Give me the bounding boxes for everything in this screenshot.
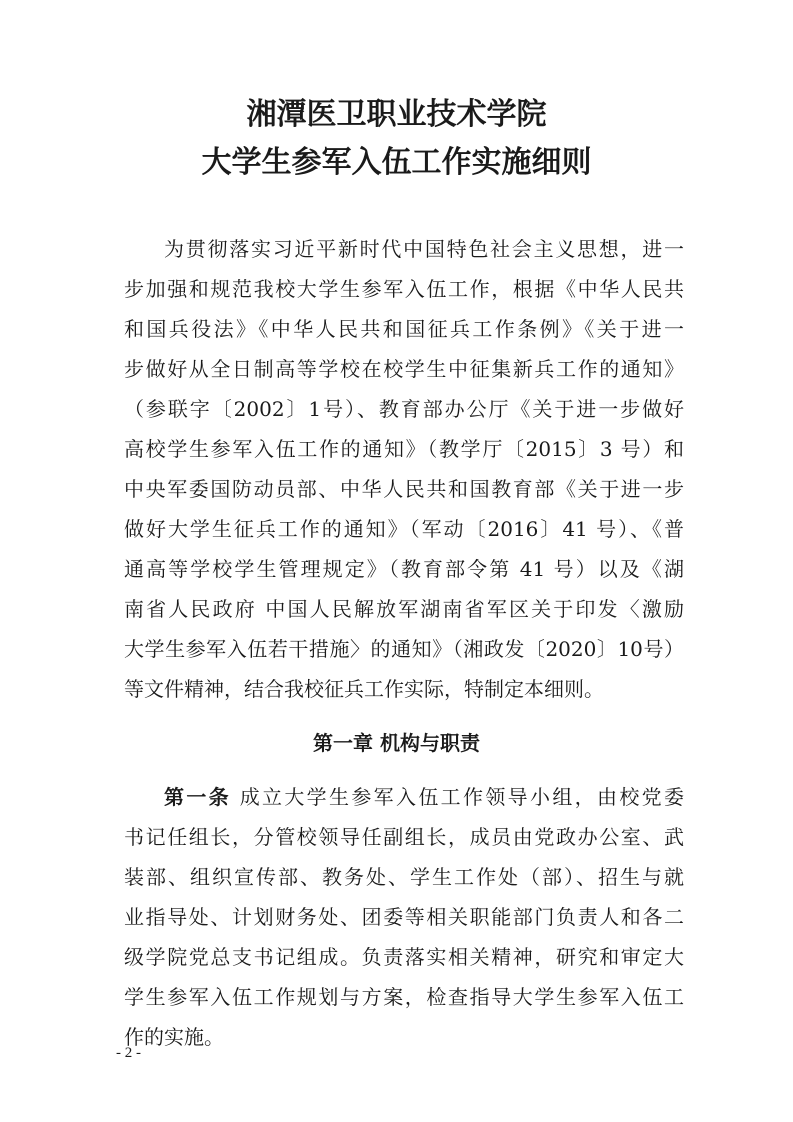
article-text: 成立大学生参军入伍工作领导小组，由校党委 xyxy=(231,785,685,809)
article-label: 第一条 xyxy=(164,785,231,809)
article-line: 级学院党总支书记组成。负责落实相关精神，研究和审定大 xyxy=(124,945,684,969)
preamble-line: 步加强和规范我校大学生参军入伍工作，根据《中华人民共 xyxy=(124,277,684,301)
article-line: 业指导处、计划财务处、团委等相关职能部门负责人和各二 xyxy=(124,905,684,929)
document-title-line-2: 大学生参军入伍工作实施细则 xyxy=(201,145,592,180)
article-line: 装部、组织宣传部、教务处、学生工作处（部）、招生与就 xyxy=(124,865,684,889)
preamble-line: 和国兵役法》《中华人民共和国征兵工作条例》《关于进一 xyxy=(124,317,684,341)
preamble-line: 步做好从全日制高等学校在校学生中征集新兵工作的通知》 xyxy=(124,357,684,381)
preamble-line: 中央军委国防动员部、中华人民共和国教育部《关于进一步 xyxy=(124,477,684,501)
article-1-first-line xyxy=(164,784,684,810)
preamble-line: 大学生参军入伍若干措施〉的通知》（湘政发〔2020〕10号） xyxy=(124,637,684,661)
document-title-line-1: 湘潭医卫职业技术学院 xyxy=(246,97,547,132)
preamble-line: 做好大学生征兵工作的通知》（军动〔2016〕41 号）、《普 xyxy=(124,517,684,541)
preamble-line: 为贯彻落实习近平新时代中国特色社会主义思想，进一 xyxy=(164,237,684,261)
article-line: 学生参军入伍工作规划与方案，检查指导大学生参军入伍工 xyxy=(124,985,684,1009)
article-line: 书记任组长，分管校领导任副组长，成员由党政办公室、武 xyxy=(124,825,684,849)
preamble-line: 南省人民政府 中国人民解放军湖南省军区关于印发〈激励 xyxy=(124,597,684,621)
chapter-heading: 第一章 机构与职责 xyxy=(313,731,480,755)
preamble-line: 通高等学校学生管理规定》（教育部令第 41 号）以及《湖 xyxy=(124,557,684,581)
page-number: - 2 - xyxy=(116,1045,141,1061)
article-line: 作的实施。 xyxy=(124,1025,224,1049)
preamble-line: （参联字〔2002〕1号）、教育部办公厅《关于进一步做好 xyxy=(124,397,684,421)
preamble-line: 高校学生参军入伍工作的通知》（教学厅〔2015〕3 号）和 xyxy=(124,437,684,461)
preamble-line: 等文件精神，结合我校征兵工作实际，特制定本细则。 xyxy=(124,677,604,701)
